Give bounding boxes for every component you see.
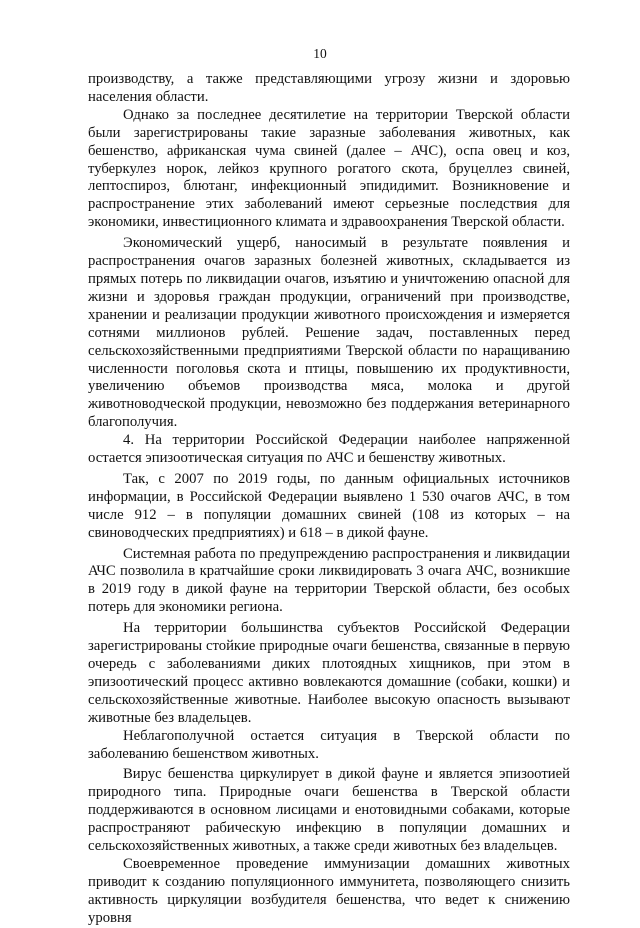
paragraph: Экономический ущерб, наносимый в результате появления и распространения очагов заразных болезней животных, складывается из прямых потерь по ликвидации очагов, изъятию и уничтожению опасной для жизни и здоровья граждан продукции, ограничений при производстве, хранении и реализации продукции животного происхождения и измеряется сотнями миллионов рублей. Решение задач, поставленных перед сельскохозяйственными предприятиями Тверской области по наращиванию численности поголовья скота и птицы, повышению их продуктивности, увеличению объемов производства мяса, молока и другой животноводческой продукции, невозможно без поддержания ветеринарного благополучия. [88,235,570,431]
paragraph: 4. На территории Российской Федерации наиболее напряженной остается эпизоотическая ситуация по АЧС и бешенству животных. [88,432,570,467]
paragraph: Вирус бешенства циркулирует в дикой фауне и является эпизоотией природного типа. Природные очаги бешенства в Тверской области поддерживаются в основном лисицами и енотовидными собаками, которые распространяют рабическую инфекцию в популяции домашних и сельскохозяйственных животных, а также среди животных без владельцев. [88,766,570,855]
paragraph-continuation: производству, а также представляющими угрозу жизни и здоровью населения области. [88,71,570,105]
page-number: 10 [313,46,327,61]
paragraph: Однако за последнее десятилетие на территории Тверской области были зарегистрированы такие заразные заболевания животных, как бешенство, африканская чума свиней (далее – АЧС), оспа овец и коз, туберкулез норок, лейкоз крупного рогатого скота, бруцеллез свиней, лептоспироз, блютанг, инфекционный эпидидимит. Возникновение и распространение этих заболеваний имеют серьезные последствия для экономики, инвестиционного климата и здравоохранения Тверской области. [88,106,570,231]
paragraph: Системная работа по предупреждению распространения и ликвидации АЧС позволила в кратчайшие сроки ликвидировать 3 очага АЧС, возникшие в 2019 году в дикой фауне на территории Тверской области, без особых потерь для экономики региона. [88,545,570,616]
document-body [88,71,570,928]
paragraph: Неблагополучной остается ситуация в Тверской области по заболеванию бешенством животных. [88,727,570,762]
paragraph: Своевременное проведение иммунизации домашних животных приводит к созданию популяционного иммунитета, позволяющего снизить активность циркуляции возбудителя бешенства, что ведет к снижению уровня [88,855,570,926]
paragraph: На территории большинства субъектов Российской Федерации зарегистрированы стойкие природные очаги бешенства, связанные в первую очередь с заболеваниями диких плотоядных хищников, при этом в эпизоотический процесс активно вовлекаются домашние (собаки, кошки) и сельскохозяйственные животные. Наиболее высокую опасность вызывают животные без владельцев. [88,620,570,726]
paragraph: Так, с 2007 по 2019 годы, по данным официальных источников информации, в Российской Федерации выявлено 1 530 очагов АЧС, в том числе 912 – в популяции домашних свиней (108 из которых – на свиноводческих предприятиях) и 618 – в дикой фауне. [88,470,570,541]
